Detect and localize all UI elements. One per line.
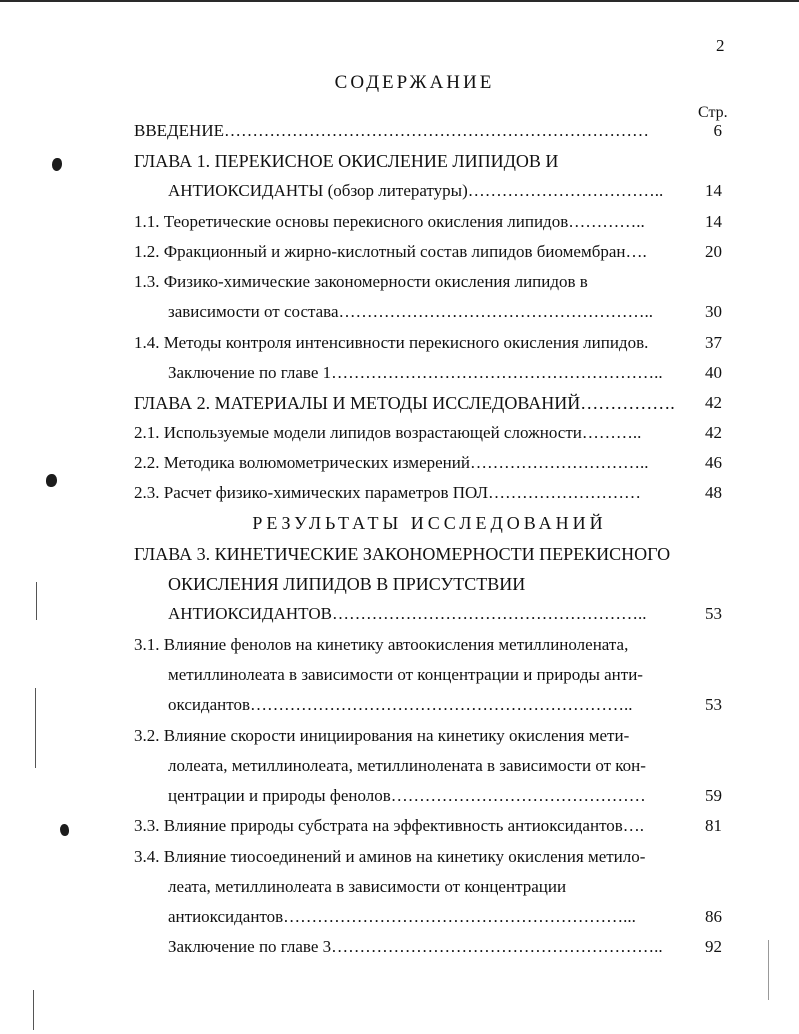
toc-entry-3-2-cont: лолеата, метиллинолеата, метиллинолената в зависимости от кон- — [168, 756, 646, 775]
toc-page-1-1: 14 — [705, 212, 722, 231]
toc-page-intro: 6 — [713, 121, 722, 140]
top-rule — [0, 0, 799, 2]
toc-entry-2-1: 2.1. Используемые модели липидов возрастающей сложности……….. — [134, 423, 642, 442]
toc-page-ch1-conclusion: 40 — [705, 363, 722, 382]
toc-entry-ch3-title-3: АНТИОКСИДАНТОВ……………………………………………….. — [168, 604, 647, 623]
toc-page-1-3: 30 — [705, 302, 722, 321]
toc-entry-3-4: 3.4. Влияние тиосоединений и аминов на кинетику окисления метило- — [134, 847, 646, 866]
toc-entry-1-3: 1.3. Физико-химические закономерности окисления липидов в — [134, 272, 588, 291]
toc-page-1-2: 20 — [705, 242, 722, 261]
toc-page-ch3: 53 — [705, 604, 722, 623]
toc-entry-1-4: 1.4. Методы контроля интенсивности перекисного окисления липидов. — [134, 333, 649, 352]
scan-smudge — [52, 158, 62, 171]
toc-entry-ch2: ГЛАВА 2. МАТЕРИАЛЫ И МЕТОДЫ ИССЛЕДОВАНИЙ……………. — [134, 393, 675, 413]
toc-entry-intro: ВВЕДЕНИЕ………………………………………………………………… — [134, 121, 649, 140]
toc-entry-ch1-conclusion: Заключение по главе 1………………………………………………….. — [168, 363, 663, 382]
toc-entry-ch3-conclusion: Заключение по главе 3………………………………………………….. — [168, 937, 663, 956]
toc-entry-3-4-cont: леата, метиллинолеата в зависимости от концентрации — [168, 877, 567, 896]
toc-entry-3-1: 3.1. Влияние фенолов на кинетику автоокисления метиллинолената, — [134, 635, 629, 654]
toc-entry-3-1-end: оксидантов………………………………………………………….. — [168, 695, 633, 714]
toc-page-ch3-conclusion: 92 — [705, 937, 722, 956]
toc-entry-ch3-title-2: ОКИСЛЕНИЯ ЛИПИДОВ В ПРИСУТСТВИИ — [168, 574, 526, 594]
page-column-header: Стр. — [698, 104, 728, 121]
toc-page-2-2: 46 — [705, 453, 722, 472]
toc-page-ch1: 14 — [705, 181, 722, 200]
scan-smudge — [60, 824, 69, 836]
toc-entry-3-2: 3.2. Влияние скорости инициирования на кинетику окисления мети- — [134, 726, 630, 745]
toc-page-2-3: 48 — [705, 483, 722, 502]
toc-page-ch2: 42 — [705, 393, 722, 412]
toc-entry-3-4-end: антиоксидантов……………………………………………………... — [168, 907, 636, 926]
scan-mark — [768, 940, 769, 1000]
page-title: СОДЕРЖАНИЕ — [334, 72, 495, 93]
scan-mark — [35, 688, 36, 768]
toc-page-2-1: 42 — [705, 423, 722, 442]
scan-mark — [36, 582, 37, 620]
toc-entry-3-1-cont: метиллинолеата в зависимости от концентрации и природы анти- — [168, 665, 643, 684]
toc-page-3-2: 59 — [705, 786, 722, 805]
toc-entry-ch1-cont: АНТИОКСИДАНТЫ (обзор литературы)…………………………….. — [168, 181, 664, 200]
toc-page-3-3: 81 — [705, 816, 722, 835]
toc-entry-ch1-title: ГЛАВА 1. ПЕРЕКИСНОЕ ОКИСЛЕНИЕ ЛИПИДОВ И — [134, 151, 559, 171]
toc-page-3-1: 53 — [705, 695, 722, 714]
toc-entry-3-3: 3.3. Влияние природы субстрата на эффективность антиоксидантов…. — [134, 816, 645, 835]
toc-page-1-4: 37 — [705, 333, 722, 352]
toc-entry-2-3: 2.3. Расчет физико-химических параметров ПОЛ……………………… — [134, 483, 641, 502]
scan-mark — [33, 990, 34, 1030]
toc-entry-1-1: 1.1. Теоретические основы перекисного окисления липидов………….. — [134, 212, 645, 231]
toc-entry-1-3-cont: зависимости от состава……………………………………………….. — [168, 302, 654, 321]
toc-entry-3-2-end: центрации и природы фенолов……………………………………… — [168, 786, 646, 805]
results-heading: РЕЗУЛЬТАТЫ ИССЛЕДОВАНИЙ — [252, 513, 607, 533]
toc-page-3-4: 86 — [705, 907, 722, 926]
scan-smudge — [46, 474, 57, 487]
toc-entry-1-2: 1.2. Фракционный и жирно-кислотный состав липидов биомембран…. — [134, 242, 647, 261]
page-number: 2 — [716, 36, 725, 55]
toc-entry-2-2: 2.2. Методика волюмометрических измерений………………………….. — [134, 453, 649, 472]
toc-entry-ch3-title: ГЛАВА 3. КИНЕТИЧЕСКИЕ ЗАКОНОМЕРНОСТИ ПЕРЕКИСНОГО — [134, 544, 671, 564]
